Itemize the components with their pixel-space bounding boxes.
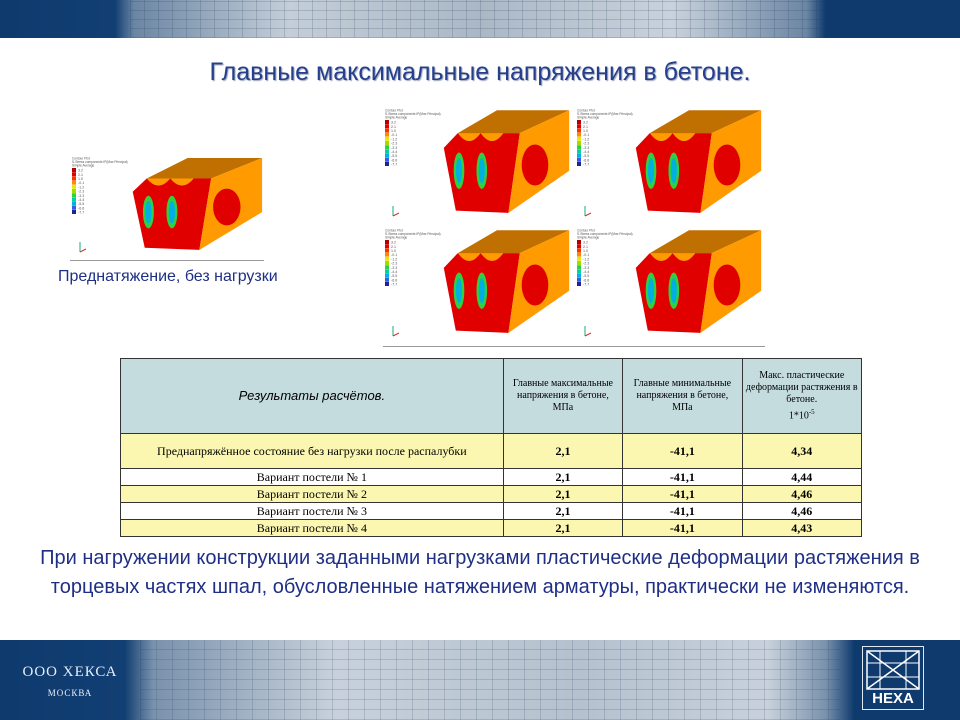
table-row bbox=[121, 503, 862, 520]
svg-text:Simple Average: Simple Average bbox=[385, 235, 408, 240]
hexa-logo bbox=[862, 646, 924, 710]
svg-text:Simple Average: Simple Average bbox=[385, 115, 408, 120]
svg-text:S-Stress components IP(Max Pri: S-Stress components IP(Max Principal) bbox=[577, 232, 633, 237]
row-label: Вариант постели № 2 bbox=[121, 486, 504, 503]
svg-text:Contour Plot: Contour Plot bbox=[577, 228, 595, 233]
row-value: -41,1 bbox=[623, 469, 742, 486]
row-value: 4,43 bbox=[742, 520, 861, 537]
svg-text:1.0: 1.0 bbox=[583, 129, 588, 133]
stress-contour-plot bbox=[575, 108, 765, 222]
svg-text:-1.2: -1.2 bbox=[391, 257, 398, 262]
svg-text:-1.2: -1.2 bbox=[583, 257, 590, 262]
svg-text:S-Stress components IP(Max Pri: S-Stress components IP(Max Principal) bbox=[385, 112, 441, 117]
svg-text:-6.6: -6.6 bbox=[391, 158, 398, 163]
svg-text:S-Stress components IP(Max Pri: S-Stress components IP(Max Principal) bbox=[72, 160, 128, 165]
svg-text:3.2: 3.2 bbox=[583, 120, 588, 125]
svg-text:-4.4: -4.4 bbox=[583, 270, 590, 274]
image-divider bbox=[70, 260, 264, 261]
row-value: 4,34 bbox=[742, 434, 861, 469]
svg-text:-2.3: -2.3 bbox=[78, 189, 85, 194]
header-col-min-stress: Главные минимальные напряжения в бетоне, МПа bbox=[623, 359, 742, 434]
svg-text:-7.7: -7.7 bbox=[583, 162, 590, 167]
stress-contour-plot bbox=[575, 228, 765, 342]
row-value: -41,1 bbox=[623, 520, 742, 537]
header-label: Результаты расчётов. bbox=[121, 359, 504, 434]
svg-text:3.2: 3.2 bbox=[391, 120, 396, 125]
top-banner bbox=[0, 0, 960, 38]
footer-banner bbox=[0, 640, 960, 720]
svg-text:-7.7: -7.7 bbox=[391, 162, 398, 167]
svg-text:2.1: 2.1 bbox=[391, 244, 396, 249]
svg-text:-0.1: -0.1 bbox=[583, 253, 590, 258]
svg-text:3.2: 3.2 bbox=[78, 168, 83, 173]
svg-text:-7.7: -7.7 bbox=[583, 282, 590, 287]
stress-contour-plot bbox=[70, 156, 266, 258]
row-label: Вариант постели № 4 bbox=[121, 520, 504, 537]
svg-text:1.0: 1.0 bbox=[391, 249, 396, 253]
svg-text:-5.5: -5.5 bbox=[391, 274, 398, 279]
row-label: Преднапряжённое состояние без нагрузки после распалубки bbox=[121, 434, 504, 469]
svg-text:-5.5: -5.5 bbox=[391, 154, 398, 159]
svg-text:-1.2: -1.2 bbox=[78, 185, 85, 190]
svg-text:-0.1: -0.1 bbox=[78, 181, 85, 186]
table-row bbox=[121, 434, 862, 469]
logo-grid-icon bbox=[863, 647, 923, 691]
svg-text:1.0: 1.0 bbox=[78, 177, 83, 181]
row-label: Вариант постели № 1 bbox=[121, 469, 504, 486]
svg-text:-6.6: -6.6 bbox=[583, 278, 590, 283]
image-divider bbox=[383, 346, 765, 347]
table-row bbox=[121, 486, 862, 503]
svg-text:-4.4: -4.4 bbox=[78, 198, 85, 202]
header-col-plastic-strain bbox=[742, 359, 861, 434]
svg-text:-4.4: -4.4 bbox=[391, 270, 398, 274]
svg-text:-3.3: -3.3 bbox=[391, 145, 398, 150]
stress-contour-plot bbox=[383, 228, 573, 342]
svg-text:-2.3: -2.3 bbox=[583, 261, 590, 266]
row-value: -41,1 bbox=[623, 503, 742, 520]
svg-text:-7.7: -7.7 bbox=[391, 282, 398, 287]
row-label: Вариант постели № 3 bbox=[121, 503, 504, 520]
svg-text:-1.2: -1.2 bbox=[391, 137, 398, 142]
svg-text:1.0: 1.0 bbox=[391, 129, 396, 133]
svg-text:3.2: 3.2 bbox=[583, 240, 588, 245]
svg-text:Simple Average: Simple Average bbox=[577, 235, 600, 240]
conclusion-text: При нагружении конструкции заданными нагрузками пластические деформации растяжения в торцевых частях шпал, обусловленные натяжением арматуры, практически не изменяются. bbox=[40, 547, 920, 598]
row-value: 4,44 bbox=[742, 469, 861, 486]
svg-text:-0.1: -0.1 bbox=[391, 133, 398, 138]
svg-text:-2.3: -2.3 bbox=[391, 261, 398, 266]
svg-text:-5.5: -5.5 bbox=[78, 202, 85, 207]
svg-text:Contour Plot: Contour Plot bbox=[385, 108, 403, 113]
logo-text: HEXA bbox=[872, 690, 914, 707]
svg-text:S-Stress components IP(Max Pri: S-Stress components IP(Max Principal) bbox=[385, 232, 441, 237]
header-col-max-stress: Главные максимальные напряжения в бетоне, МПа bbox=[503, 359, 622, 434]
svg-text:Simple Average: Simple Average bbox=[72, 163, 95, 168]
stress-contour-plot bbox=[383, 108, 573, 222]
svg-text:Contour Plot: Contour Plot bbox=[72, 156, 90, 161]
svg-text:1.0: 1.0 bbox=[583, 249, 588, 253]
company-name: ООО ХЕКСА bbox=[22, 664, 118, 680]
row-value: 2,1 bbox=[503, 503, 622, 520]
header-col3-unit: 1*10 bbox=[788, 410, 809, 422]
svg-text:Contour Plot: Contour Plot bbox=[577, 108, 595, 113]
svg-text:-3.3: -3.3 bbox=[583, 145, 590, 150]
svg-text:-0.1: -0.1 bbox=[583, 133, 590, 138]
header-col3-exp: -5 bbox=[808, 407, 815, 416]
svg-text:2.1: 2.1 bbox=[78, 172, 83, 177]
svg-text:-1.2: -1.2 bbox=[583, 137, 590, 142]
svg-text:-4.4: -4.4 bbox=[391, 150, 398, 154]
svg-text:2.1: 2.1 bbox=[583, 244, 588, 249]
svg-text:-4.4: -4.4 bbox=[583, 150, 590, 154]
svg-text:-3.3: -3.3 bbox=[391, 265, 398, 270]
svg-text:2.1: 2.1 bbox=[583, 124, 588, 129]
row-value: 2,1 bbox=[503, 469, 622, 486]
table-row bbox=[121, 469, 862, 486]
svg-text:2.1: 2.1 bbox=[391, 124, 396, 129]
row-value: 2,1 bbox=[503, 520, 622, 537]
left-caption: Преднатяжение, без нагрузки bbox=[58, 268, 278, 285]
svg-text:-7.7: -7.7 bbox=[78, 210, 85, 215]
svg-text:-3.3: -3.3 bbox=[78, 193, 85, 198]
svg-text:S-Stress components IP(Max Pri: S-Stress components IP(Max Principal) bbox=[577, 112, 633, 117]
table-header-row bbox=[121, 359, 862, 434]
results-table bbox=[120, 358, 862, 537]
slide-title: Главные максимальные напряжения в бетоне. bbox=[209, 58, 751, 86]
table-row bbox=[121, 520, 862, 537]
svg-text:-6.6: -6.6 bbox=[78, 206, 85, 211]
svg-text:-6.6: -6.6 bbox=[391, 278, 398, 283]
svg-text:Simple Average: Simple Average bbox=[577, 115, 600, 120]
svg-text:3.2: 3.2 bbox=[391, 240, 396, 245]
row-value: 4,46 bbox=[742, 486, 861, 503]
row-value: 2,1 bbox=[503, 486, 622, 503]
svg-text:-2.3: -2.3 bbox=[583, 141, 590, 146]
row-value: -41,1 bbox=[623, 434, 742, 469]
svg-text:-3.3: -3.3 bbox=[583, 265, 590, 270]
svg-text:-5.5: -5.5 bbox=[583, 274, 590, 279]
row-value: 2,1 bbox=[503, 434, 622, 469]
svg-text:-6.6: -6.6 bbox=[583, 158, 590, 163]
company-city: МОСКВА bbox=[47, 688, 93, 698]
svg-text:-0.1: -0.1 bbox=[391, 253, 398, 258]
row-value: -41,1 bbox=[623, 486, 742, 503]
svg-text:-5.5: -5.5 bbox=[583, 154, 590, 159]
svg-text:Contour Plot: Contour Plot bbox=[385, 228, 403, 233]
row-value: 4,46 bbox=[742, 503, 861, 520]
header-col3-text: Макс. пластические деформации растяжения в бетоне. bbox=[745, 369, 858, 405]
svg-text:-2.3: -2.3 bbox=[391, 141, 398, 146]
